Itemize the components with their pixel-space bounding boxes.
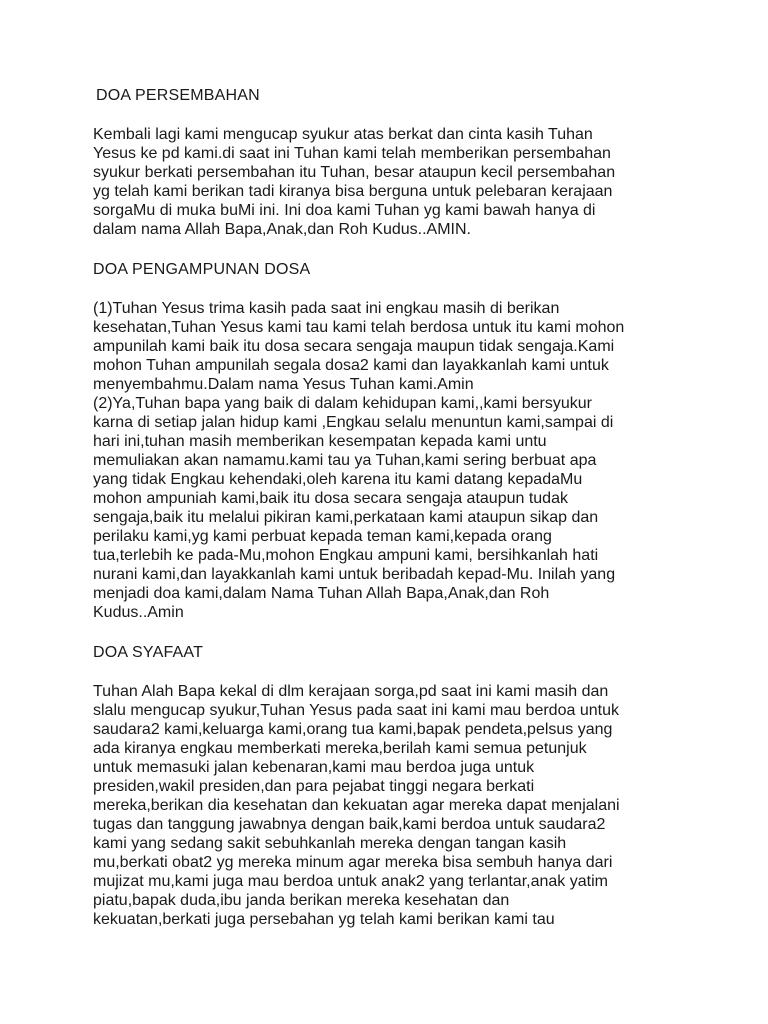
text-line: ada kiranya engkau memberkati mereka,berilah kami semua petunjuk <box>93 740 587 757</box>
text-line: memuliakan akan namamu.kami tau ya Tuhan,kami sering berbuat apa <box>93 452 597 469</box>
text-line: mohon ampuniah kami,baik itu dosa secara sengaja ataupun tudak <box>93 490 568 507</box>
text-line: mu,berkati obat2 yg mereka minum agar mereka bisa sembuh hanya dari <box>93 854 613 871</box>
text-line: hari ini,tuhan masih memberikan kesempatan kepada kami untu <box>93 433 547 450</box>
text-line: dalam nama Allah Bapa,Anak,dan Roh Kudus..AMIN. <box>93 221 471 238</box>
text-line: kami yang sedang sakit sebuhkanlah mereka dengan tangan kasih <box>93 835 567 852</box>
section-title-doa-pengampunan-dosa: DOA PENGAMPUNAN DOSA <box>93 261 311 278</box>
section-title-doa-syafaat: DOA SYAFAAT <box>93 644 204 661</box>
text-line: sengaja,baik itu melalui pikiran kami,perkataan kami ataupun sikap dan <box>93 509 599 526</box>
section-title-doa-persembahan: DOA PERSEMBAHAN <box>96 87 260 104</box>
text-line: karna di setiap jalan hidup kami ,Engkau selalu menuntun kami,sampai di <box>93 414 614 431</box>
text-line: nurani kami,dan layakkanlah kami untuk beribadah kepad-Mu. Inilah yang <box>93 566 616 583</box>
text-line: menjadi doa kami,dalam Nama Tuhan Allah Bapa,Anak,dan Roh <box>93 585 550 602</box>
text-line: Tuhan Alah Bapa kekal di dlm kerajaan sorga,pd saat ini kami masih dan <box>93 683 609 700</box>
text-line: Yesus ke pd kami.di saat ini Tuhan kami telah memberikan persembahan <box>93 145 611 162</box>
text-line: piatu,bapak duda,ibu janda berikan mereka kesehatan dan <box>93 892 510 909</box>
spacer <box>93 279 693 299</box>
spacer <box>93 239 693 260</box>
text-line: presiden,wakil presiden,dan para pejabat tinggi negara berkati <box>93 778 535 795</box>
spacer <box>93 622 693 643</box>
text-line: yang tidak Engkau kehendaki,oleh karena itu kami datang kepadaMu <box>93 471 583 488</box>
spacer <box>93 662 693 682</box>
text-line: perilaku kami,yg kami perbuat kepada teman kami,kepada orang <box>93 528 552 545</box>
section-body-doa-pengampunan-dosa <box>93 299 693 622</box>
text-line: kekuatan,berkati juga persebahan yg telah kami berikan kami tau <box>93 911 555 928</box>
text-line: tugas dan tanggung jawabnya dengan baik,kami berdoa untuk saudara2 <box>93 816 606 833</box>
section-body-doa-syafaat <box>93 682 693 929</box>
text-line: mereka,berikan dia kesehatan dan kekuatan agar mereka dapat menjalani <box>93 797 620 814</box>
text-line: Kudus..Amin <box>93 604 184 621</box>
text-line: sorgaMu di muka buMi ini. Ini doa kami Tuhan yg kami bawah hanya di <box>93 202 596 219</box>
text-line: (1)Tuhan Yesus trima kasih pada saat ini engkau masih di berikan <box>93 300 560 317</box>
spacer <box>93 105 693 125</box>
text-line: ampunilah kami baik itu dosa secara sengaja maupun tidak sengaja.Kami <box>93 338 615 355</box>
text-line: untuk memasuki jalan kebenaran,kami mau berdoa juga untuk <box>93 759 535 776</box>
document-body <box>93 86 693 929</box>
text-line: kesehatan,Tuhan Yesus kami tau kami telah berdosa untuk itu kami mohon <box>93 319 625 336</box>
text-line: Kembali lagi kami mengucap syukur atas berkat dan cinta kasih Tuhan <box>93 126 593 143</box>
text-line: mohon Tuhan ampunilah segala dosa2 kami dan layakkanlah kami untuk <box>93 357 609 374</box>
text-line: tua,terlebih ke pada-Mu,mohon Engkau ampuni kami, bersihkanlah hati <box>93 547 599 564</box>
text-line: mujizat mu,kami juga mau berdoa untuk anak2 yang terlantar,anak yatim <box>93 873 608 890</box>
text-line: syukur berkati persembahan itu Tuhan, besar ataupun kecil persembahan <box>93 164 616 181</box>
text-line: saudara2 kami,keluarga kami,orang tua kami,bapak pendeta,pelsus yang <box>93 721 613 738</box>
text-line: slalu mengucap syukur,Tuhan Yesus pada saat ini kami mau berdoa untuk <box>93 702 619 719</box>
section-body-doa-persembahan <box>93 125 693 239</box>
text-line: yg telah kami berikan tadi kiranya bisa berguna untuk pelebaran kerajaan <box>93 183 613 200</box>
text-line: (2)Ya,Tuhan bapa yang baik di dalam kehidupan kami,,kami bersyukur <box>93 395 592 412</box>
text-line: menyembahmu.Dalam nama Yesus Tuhan kami.Amin <box>93 376 474 393</box>
